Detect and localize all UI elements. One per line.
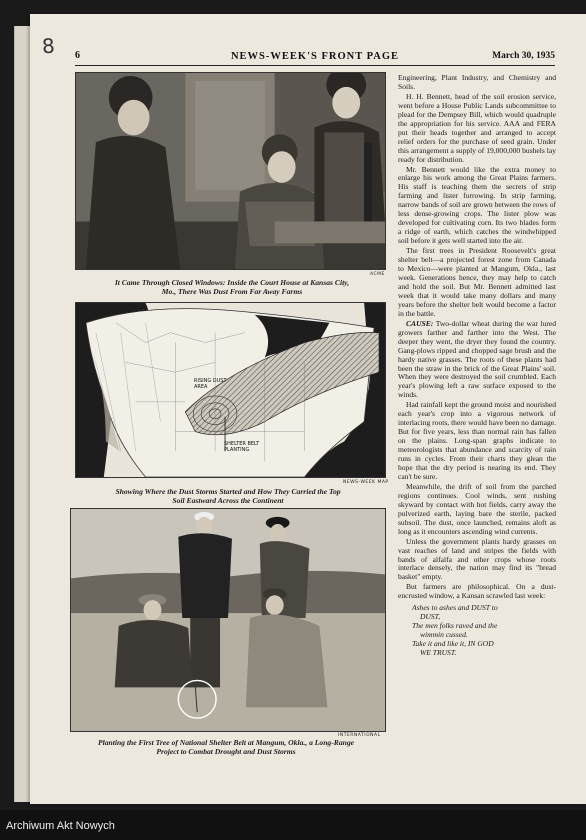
- header-date: March 30, 1935: [492, 51, 555, 61]
- verse-line: WE TRUST.: [420, 648, 457, 658]
- article-paragraph: Engineering, Plant Industry, and Chemistry and Soils.: [398, 73, 556, 91]
- article-paragraph: H. H. Bennett, head of the soil erosion service, went before a House Public Lands subcommittee to plead for the Dempsey Bill, which would quadruple the appropriation for his service. AAA and FERA put their heads together and arranged to accept relief orders for the purchase of seed grain. Under this arrangement a supply of 19,000,000 bushels lay ready for distribution.: [398, 91, 556, 164]
- verse-line: wimmin cussed.: [420, 630, 468, 640]
- article-paragraph-cause: [398, 320, 556, 401]
- verse-line: DUST,: [420, 612, 441, 622]
- dust-storm-map: [75, 302, 386, 478]
- map-label-shelter-belt: SHELTER BELT PLANTING: [224, 441, 260, 453]
- verse-line: The men folks raved and the: [412, 621, 498, 631]
- courthouse-caption: It Came Through Closed Windows: Inside the Court House at Kansas City, Mo., There Was Dust From Far Away Farms: [114, 278, 350, 296]
- verse-line: Ashes to ashes and DUST to: [412, 603, 498, 613]
- shelter-belt-planting-photo: [70, 508, 386, 732]
- cause-text: Two-dollar wheat during the war lured growers farther and farther into the West. The deeper they went, the dryer they found the country. Gang-plows ripped and chopped sage brush and the hardy native grasses. The roots of these plants had been the straw in the brick of the Great Plains' soil. When they were destroyed the soil crumbled. Each year's plowing left a raw surface exposed to the winds.: [398, 318, 556, 400]
- archive-watermark: Archiwum Akt Nowych: [0, 810, 586, 840]
- map-label-dust-area: RISING DUST AREA: [194, 378, 227, 390]
- article-paragraph: The first trees in President Roosevelt's great shelter belt—a projected forest zone from Canada to Mexico—were planted at Mangum, Okla., last week. Generations hence, they may help to catch and hold the soil. But Mr. Bennett admitted last week that it would take many dollars and many years before the shelter belt would become a factor in the battle.: [398, 246, 556, 318]
- map-credit: NEWS-WEEK MAP: [343, 480, 389, 485]
- header-title: NEWS-WEEK'S FRONT PAGE: [230, 51, 400, 62]
- planting-caption: Planting the First Tree of National Shelter Belt at Mangum, Okla., a Long-Range Project to Combat Drought and Dust Storms: [97, 738, 355, 756]
- article-paragraph: Had rainfall kept the ground moist and nourished each year's crop into a vigorous network of interlacing roots, there would have been no damage. But for five years, less than normal rain has fallen on the plains. Long-span graphs indicate to meteorologists that abundance and scarcity of rain runs in cycles. From their charts they glean the hope that the dry period is nearing its end. They can't be sure.: [398, 400, 556, 481]
- map-caption: Showing Where the Dust Storms Started and How They Carried the Top Soil Eastward Across the Continent: [115, 487, 341, 505]
- handwritten-page-number: 8: [41, 33, 56, 59]
- page-header: [75, 50, 555, 66]
- article-paragraph: But farmers are philosophical. On a dust-encrusted window, a Kansan scrawled last week:: [398, 582, 556, 601]
- article-column: [398, 74, 556, 658]
- article-paragraph: Unless the government plants hardy grasses on vast reaches of land and stripes the fields with bands of alfalfa and other crops whose roots interlace densely, the nation may find its "bread basket" empty.: [398, 536, 556, 582]
- article-paragraph: Meanwhile, the drift of soil from the parched regions continues. Cool winds, sent rushing skyward by contact with hot fields, carry away the pulverized earth, laying bare the sterile, packed subsoil. The dust, once launched, remains aloft as long as it encounters ascending wind currents.: [398, 481, 556, 536]
- article-paragraph: Mr. Bennett would like the extra money to enlarge his work among the Great Plains farmers. His staff is teaching them the secrets of strip farming and lister furrowing. In strip farming, narrow bands of soil are grown between the rows of less dense-growing crops. The lister plow was developed for cultivating corn. Its two blades form a ridge of earth, which catches the windwhipped soil before it gets well started into the air.: [398, 164, 556, 246]
- header-folio-mark: 6: [75, 50, 80, 61]
- planting-photo-credit: INTERNATIONAL: [338, 733, 381, 738]
- courthouse-photo: [75, 72, 386, 270]
- cause-label: CAUSE:: [406, 318, 434, 328]
- verse: [398, 604, 556, 658]
- courthouse-photo-credit: ACME: [370, 272, 385, 277]
- verse-line: Take it and like it, IN GOD: [412, 639, 494, 649]
